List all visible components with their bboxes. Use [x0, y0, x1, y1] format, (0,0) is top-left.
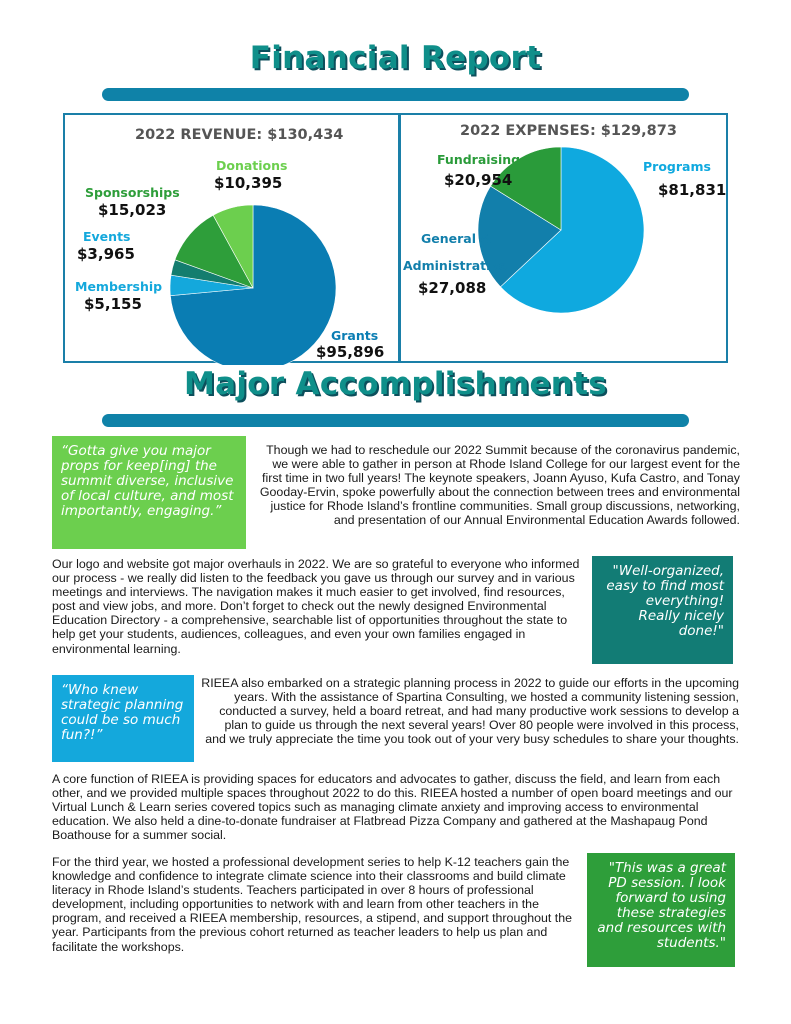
paragraph-website: Our logo and website got major overhauls in 2022. We are so grateful to everyone who informed our process - we really did listen to the feedback you gave us through our survey and in various meetings and interviews. The navigation makes it much easier to get involved, find resources, post and view jobs, and more. Don’t forget to check out the newly designed Environmental Education Directory - a comprehensive, searchable list of opportunities throughout the state to help get your students, audiences, colleagues, and even your own families engaged in environmental learning.: [52, 557, 580, 656]
page-title: Financial Report: [249, 40, 542, 76]
membership-amount: $5,155: [84, 295, 142, 313]
events-amount: $3,965: [77, 245, 135, 263]
fundraising-amount: $20,954: [444, 171, 513, 189]
section-divider: [102, 414, 689, 427]
programs-label: Programs: [643, 159, 711, 174]
paragraph-core-function: A core function of RIEEA is providing spaces for educators and advocates to gather, discuss the field, and learn from each other, and we provided multiple spaces throughout 2022 to do this. RIEEA hosted a number of open board meetings and our Virtual Lunch & Learn series covered topics such as managing climate anxiety and improving access to environmental education. We also held a dine-to-donate fundraiser at Flatbread Pizza Company and gathered at the Mashapaug Pond Boathouse for a summer social.: [52, 772, 733, 843]
quote-strategic-planning: “Who knew strategic planning could be so much fun?!”: [52, 675, 194, 762]
title-divider: [102, 88, 689, 101]
sponsorships-amount: $15,023: [98, 201, 167, 219]
programs-amount: $81,831: [658, 181, 727, 199]
donations-label: Donations: [216, 158, 288, 173]
expenses-panel: [398, 113, 728, 363]
fundraising-label: Fundraising: [437, 152, 521, 167]
sponsorships-label: Sponsorships: [85, 185, 180, 200]
grants-amount: $95,896: [316, 343, 385, 361]
general-label-line1: General &: [421, 231, 492, 246]
quote-pd-session: "This was a great PD session. I look forward to using these strategies and resources with students.": [587, 853, 735, 967]
events-label: Events: [83, 229, 131, 244]
quote-summit: “Gotta give you major props for keep[ing] the summit diverse, inclusive of local culture, and most importantly, engaging.”: [52, 436, 246, 549]
grants-label: Grants: [331, 328, 379, 343]
membership-label: Membership: [75, 279, 163, 294]
general-amount: $27,088: [418, 279, 487, 297]
donations-amount: $10,395: [214, 174, 283, 192]
section-title: Major Accomplishments: [183, 366, 608, 402]
general-label-line2: Administrative: [403, 258, 508, 273]
paragraph-summit: Though we had to reschedule our 2022 Summit because of the coronavirus pandemic, we were able to gather in person at Rhode Island College for our largest event for the first time in two full years! The keynote speakers, Joann Ayuso, Kufa Castro, and Tonay Gooday-Ervin, spoke powerfully about the connection between trees and environmental justice for Rhode Island’s frontline communities. Small group discussions, networking, and presentation of our Annual Environmental Education Awards followed.: [259, 443, 740, 528]
revenue-panel: [63, 113, 401, 363]
paragraph-strategic-planning: RIEEA also embarked on a strategic planning process in 2022 to guide our efforts in the upcoming years. With the assistance of Spartina Consulting, we hosted a community listening session, conducted a survey, held a board retreat, and had many productive work sessions to develop a plan to guide us through the next several years! Over 80 people were involved in this process, and we truly appreciate the time you took out of your very busy schedules to share your thoughts.: [201, 676, 739, 747]
paragraph-professional-development: For the third year, we hosted a professional development series to help K-12 teachers gain the knowledge and confidence to integrate climate science into their classrooms and build climate literacy in Rhode Island’s students. Teachers participated in over 8 hours of professional development, including opportunities to network with and learn from other teachers in the program, and received a RIEEA membership, resources, a stipend, and support throughout the year. Participants from the previous cohort returned as teacher leaders to help us plan and facilitate the workshops.: [52, 855, 573, 954]
revenue-chart-title: 2022 REVENUE: $130,434: [135, 127, 344, 143]
quote-website: "Well-organized, easy to find most everything! Really nicely done!": [592, 556, 733, 664]
expenses-chart-title: 2022 EXPENSES: $129,873: [460, 123, 677, 139]
